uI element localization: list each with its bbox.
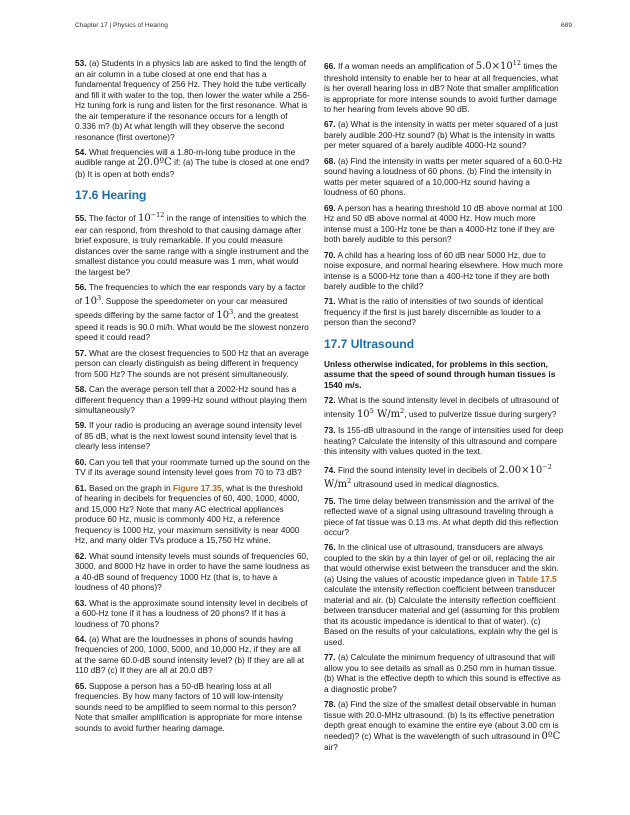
- problem-text: (a) Find the intensity in watts per meter squared of a 60.0-Hz sound having a loudness of 60 phons. (b) Find the intensity in watts per meter squared of a 10,000-Hz sound having a loudness of 60 phons.: [324, 155, 563, 198]
- problem-number: 72.: [324, 395, 336, 406]
- problem-57: [75, 348, 310, 380]
- problem-text: What sound intensity levels must sounds of frequencies 60, 3000, and 8000 Hz have in order to have the same loudness as a 40-dB sound of frequency 1000 Hz (that is, to have a loudness of 40 phons)?: [75, 550, 310, 593]
- math-expression: $10^3$: [84, 293, 102, 307]
- problem-text: What frequencies will a 1.80-m-long tube produce in the audible range at: [75, 146, 296, 168]
- problem-60: [75, 457, 310, 478]
- problem-text: What is the sound intensity level in decibels of ultrasound of intensity: [324, 395, 559, 419]
- math-expression: 0ºC: [541, 730, 561, 742]
- math-expression: $5.0\times 10^{12}$: [475, 59, 521, 72]
- problem-number: 78.: [324, 699, 336, 710]
- problem-55: [75, 210, 310, 277]
- problem-text: In the clinical use of ultrasound, transducers are always coupled to the skin by a thin layer of gel or oil, replacing the air that would otherwise exist between the transducer and the skin. (a) Using the values of acoustic impedance given in: [324, 542, 559, 584]
- problem-text: air?: [324, 742, 338, 753]
- problem-text: (a) Find the size of the smallest detail observable in human tissue with 20.0-MHz ultrasound. (b) Is its effective penetration depth great enough to examine the entire eye (about 3.00 cm is needed)? (c) What is the wavelength of such ultrasound in: [324, 699, 559, 741]
- problem-text: in the range of intensities to which the ear can respond, from threshold to that causing damage after brief exposure, is truly remarkable. If you could measure distances over the same range with a single instrument and the smallest distance you could measure was 1 mm, what would the largest be?: [75, 213, 309, 277]
- problem-text: What is the ratio of intensities of two sounds of identical frequency if the first is just barely discernible as louder to a person than the second?: [324, 296, 543, 328]
- problem-number: 53.: [75, 58, 87, 68]
- problem-number: 75.: [324, 495, 336, 506]
- problem-text: Is 155-dB ultrasound in the range of intensities used for deep heating? Calculate the intensity of this ultrasound and compare this intensity with values quoted in the text.: [324, 425, 564, 457]
- problem-number: 73.: [324, 425, 336, 436]
- problem-number: 76.: [324, 542, 336, 553]
- math-expression: $10^3$: [216, 308, 234, 322]
- left-column: [75, 58, 310, 738]
- page-number: 689: [560, 22, 572, 29]
- problem-text: What is the approximate sound intensity level in decibels of a 600-Hz tone if it has a loudness of 20 phons? If it has a loudness of 70 phons?: [75, 597, 308, 629]
- section-heading-17-7: 17.7 Ultrasound: [324, 336, 415, 351]
- problem-number: 64.: [75, 633, 87, 644]
- math-expression: $2.00\times 10^{-2}$ $W/m^2$: [324, 462, 552, 491]
- problem-number: 66.: [324, 61, 336, 71]
- math-expression: $10^{-12}$: [137, 211, 165, 225]
- problem-text: A person has a hearing threshold 10 dB above normal at 100 Hz and 50 dB above normal at 4000 Hz. How much more intense must a 100-Hz tone be than a 4000-Hz tone if they are both barely audible to this person?: [324, 202, 563, 245]
- problem-text: If a woman needs an amplification of: [337, 61, 474, 71]
- problem-62: [75, 551, 310, 593]
- problem-65: [75, 681, 310, 734]
- problem-text: What are the closest frequencies to 500 Hz that an average person can clearly distinguish as being different in frequency from 500 Hz? The sounds are not present simultaneously.: [75, 347, 309, 379]
- problem-number: 56.: [75, 282, 87, 293]
- problem-text: Find the sound intensity level in decibels of: [337, 464, 497, 475]
- problem-text: The factor of: [88, 213, 136, 224]
- problem-72: [324, 395, 564, 420]
- problem-number: 60.: [75, 456, 87, 467]
- problem-text: , and the greatest speed it reads is 90.0 mi/h. What would be the slowest nonzero speed it could read?: [75, 310, 309, 343]
- problem-number: 59.: [75, 420, 87, 431]
- problem-59: [75, 420, 310, 452]
- problem-text: (a) Students in a physics lab are asked to find the length of an air column in a tube closed at one end that has a fundamental frequency of 256 Hz. They hold the tube vertically and fill it with water to the top, then lower the water while a 256-Hz tuning fork is rung and listen for the first resonance. What is the air temperature if the resonance occurs for a length of 0.336 m? (b) At what length will they observe the second resonance (first overtone)?: [75, 58, 310, 142]
- problem-number: 68.: [324, 155, 336, 166]
- problem-63: [75, 598, 310, 630]
- problem-number: 57.: [75, 347, 87, 358]
- problem-68: [324, 156, 564, 198]
- problem-54: [75, 147, 310, 180]
- right-column: [324, 58, 564, 758]
- problem-66: [324, 58, 564, 115]
- math-expression: 20.0ºC: [137, 157, 172, 169]
- problem-64: [75, 634, 310, 676]
- section-heading-17-6: 17.6 Hearing: [75, 188, 147, 203]
- problem-text: Can the average person tell that a 2002-Hz sound has a different frequency than a 1999-Hz sound without playing them simultaneously?: [75, 384, 307, 416]
- problem-74: [324, 462, 564, 491]
- problem-text: . Suppose the speedometer on your car measured speeds differing by the same factor of: [75, 295, 288, 321]
- problem-text: Based on the graph in: [88, 482, 171, 493]
- problem-76: [324, 542, 564, 647]
- problem-text: The time delay between transmission and the arrival of the reflected wave of a signal using ultrasound traveling through a piece of fat tissue was 0.13 ms. At what depth did this reflection occur?: [324, 495, 559, 538]
- problem-text: A child has a hearing loss of 60 dB near 5000 Hz, due to noise exposure, and normal hearing elsewhere. How much more intense is a 5000-Hz tone than a 400-Hz tone if they are both barely audible to the child?: [324, 249, 563, 292]
- problem-number: 70.: [324, 249, 336, 260]
- problem-53: [75, 58, 310, 142]
- problem-67: [324, 119, 564, 151]
- problem-69: [324, 203, 564, 245]
- section-intro: Unless otherwise indicated, for problems in this section, assume that the speed of sound through human tissues is 1540 m/s.: [324, 358, 556, 390]
- problem-text: The frequencies to which the ear responds vary by a factor of: [75, 282, 306, 306]
- problem-77: [324, 652, 564, 694]
- problem-73: [324, 425, 564, 457]
- problem-56: [75, 282, 310, 343]
- problem-58: [75, 384, 310, 416]
- problem-text: if: (a) The tube is closed at one end? (b) It is open at both ends?: [75, 157, 310, 179]
- problem-number: 63.: [75, 597, 87, 608]
- problem-number: 69.: [324, 202, 336, 213]
- problem-61: [75, 483, 310, 546]
- problem-text: , what is the threshold of hearing in decibels for frequencies of 60, 400, 1000, 4000, and 15,000 Hz? Note that many AC electrical appliances produce 60 Hz, music is commonly 400 Hz, a reference frequency is 1000 Hz, your maximum sensitivity is near 4000 Hz, and many older TVs produce a 15,750 Hz whine.: [75, 482, 303, 546]
- problem-number: 65.: [75, 680, 87, 691]
- problem-number: 55.: [75, 213, 87, 224]
- problem-number: 71.: [324, 296, 336, 307]
- problem-number: 61.: [75, 482, 87, 493]
- figure-link[interactable]: Figure 17.35: [172, 482, 222, 493]
- problem-78: [324, 699, 564, 753]
- problem-number: 54.: [75, 146, 87, 157]
- problem-number: 58.: [75, 384, 87, 395]
- problem-text: Suppose a person has a 50-dB hearing loss at all frequencies. By how many factors of 10 will low-intensity sounds need to be amplified to seem normal to this person? Note that smaller amplification is appropriate for more intense sounds to avoid further hearing damage.: [75, 680, 303, 733]
- problem-text: times the threshold intensity to enable her to hear at all frequencies, what is her overall hearing loss in dB? Note that smaller amplification is appropriate for more intense sounds to avoid further damage to her hearing from levels above 90 dB.: [324, 61, 559, 114]
- problem-71: [324, 296, 564, 328]
- problem-text: (a) What are the loudnesses in phons of sounds having frequencies of 200, 1000, 5000, and 10,000 Hz, if they are all at the same 60.0-dB sound intensity level? (b) If they are all at 110 dB? (c) If they are all at 20.0 dB?: [75, 633, 305, 676]
- problem-text: Can you tell that your roommate turned up the sound on the TV if its average sound intensity level goes from 70 to 73 dB?: [75, 456, 310, 478]
- problem-text: calculate the intensity reflection coefficient between transducer material and air. (b) Calculate the intensity reflection coefficient between transducer material and gel (assuming for this problem that its acoustic impedance is identical to that of water). (c) Based on the results of your calculations, explain why the gel is used.: [324, 584, 560, 647]
- problem-text: (a) What is the intensity in watts per meter squared of a just barely audible 200-Hz sound? (b) What is the intensity in watts per meter squared of a barely audible 4000-Hz sound?: [324, 119, 558, 151]
- problem-text: , used to pulverize tissue during surgery?: [404, 408, 557, 419]
- problem-number: 77.: [324, 652, 336, 663]
- table-link[interactable]: Table 17.5: [516, 573, 557, 584]
- problem-text: (a) Calculate the minimum frequency of ultrasound that will allow you to see details as small as 0.250 mm in human tissue. (b) What is the effective depth to which this sound is effective as a diagnostic probe?: [324, 652, 561, 694]
- problem-75: [324, 496, 564, 538]
- problem-text: ultrasound used in medical diagnostics.: [353, 479, 500, 490]
- running-header-chapter: Chapter 17 | Physics of Hearing: [75, 22, 168, 29]
- problem-text: If your radio is producing an average sound intensity level of 85 dB, what is the next lowest sound intensity level that is clearly less intense?: [75, 420, 302, 452]
- problem-number: 67.: [324, 119, 336, 130]
- problem-number: 74.: [324, 464, 336, 475]
- problem-number: 62.: [75, 550, 87, 561]
- problem-70: [324, 250, 564, 292]
- math-expression: $10^5$ $W/m^2$: [356, 406, 405, 420]
